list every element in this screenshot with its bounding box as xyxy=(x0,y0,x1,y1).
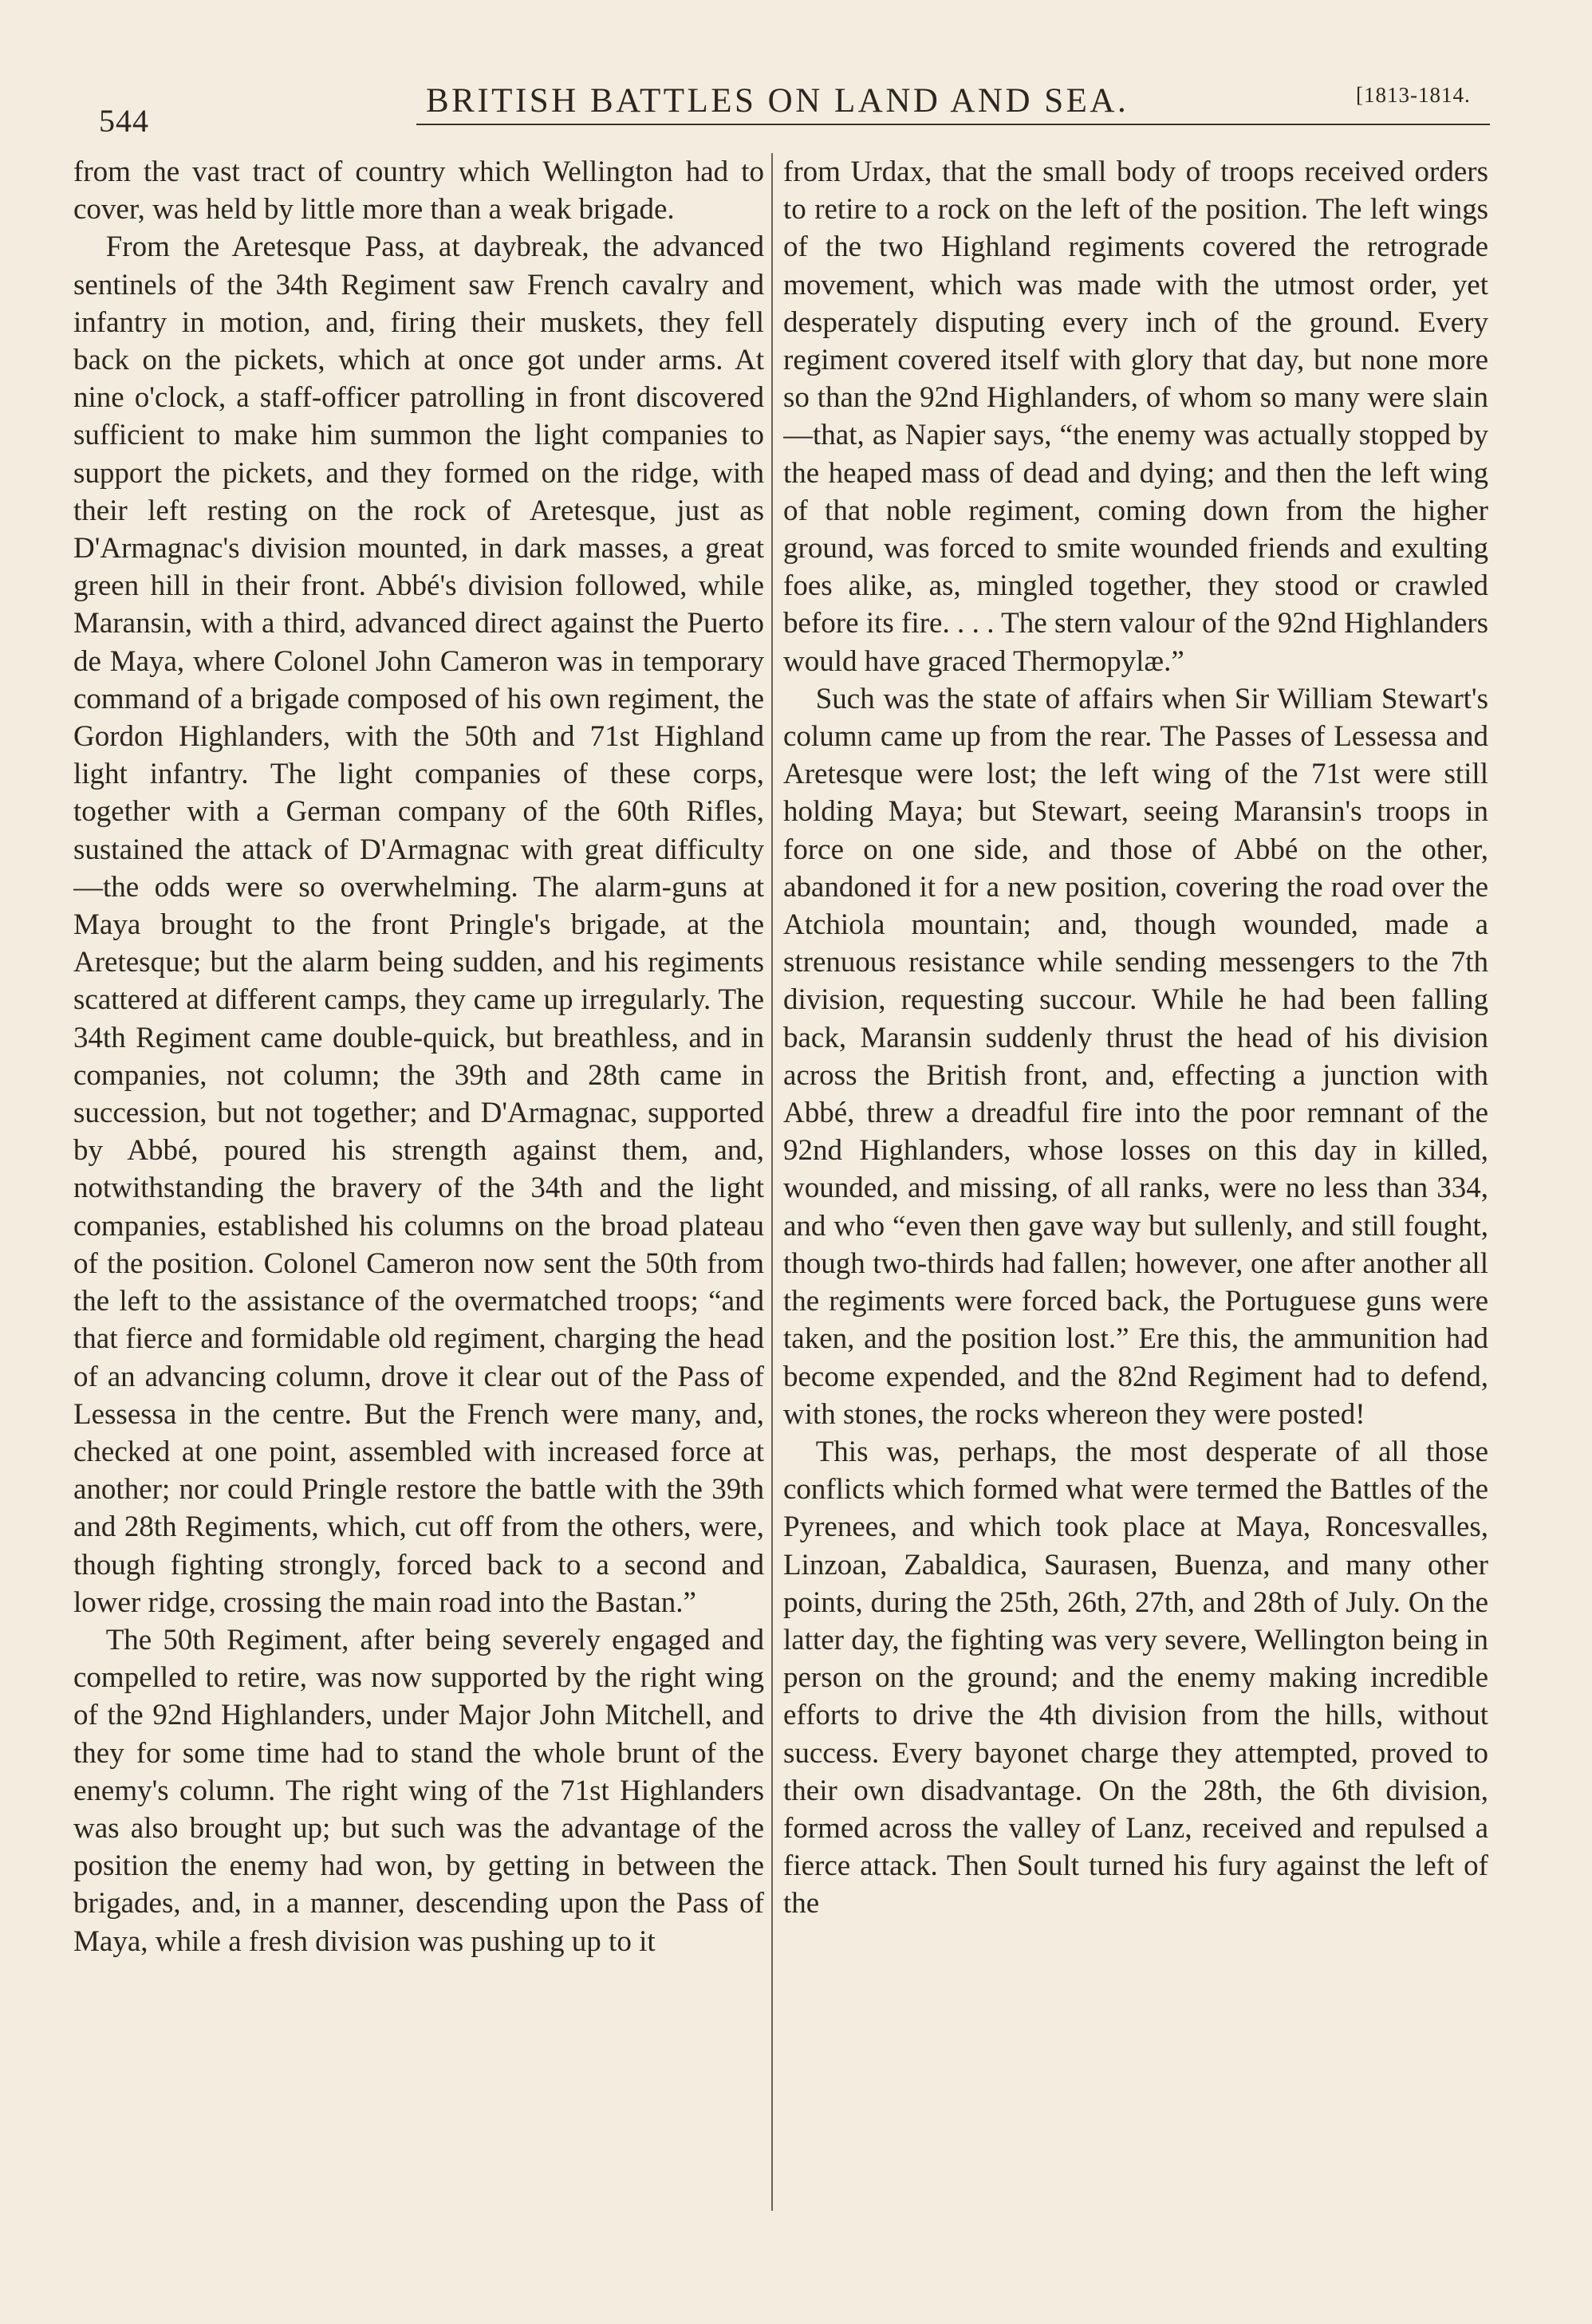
paragraph: Such was the state of affairs when Sir William Stewart's column came up from the rear. The Passes of Lessessa and Aretesque were lost; the left wing of the 71st were still holding Maya; but Stewart, seeing Maransin's troops in force on one side, and those of Abbé on the other, abandoned it for a new position, covering the road over the Atchiola mountain; and, though wounded, made a strenuous resistance while sending messengers to the 7th division, requesting succour. While he had been falling back, Maransin suddenly thrust the head of his division across the British front, and, effecting a junction with Abbé, threw a dreadful fire into the poor remnant of the 92nd Highlanders, whose losses on this day in killed, wounded, and missing, of all ranks, were no less than 334, and who “even then gave way but sullenly, and still fought, though two-thirds had fallen; however, one after another all the regiments were forced back, the Portuguese guns were taken, and the position lost.” Ere this, the ammunition had become expended, and the 82nd Regiment had to defend, with stones, the rocks whereon they were posted! xyxy=(783,682,1488,1431)
column-divider xyxy=(771,153,773,2211)
left-column xyxy=(73,153,764,2211)
page-number: 544 xyxy=(99,103,149,139)
running-title: BRITISH BATTLES ON LAND AND SEA. xyxy=(426,82,1129,120)
paragraph: From the Aretesque Pass, at daybreak, the advanced sentinels of the 34th Regiment saw French cavalry and infantry in motion, and, firing their muskets, they fell back on the pickets, which at once got under arms. At nine o'clock, a staff-officer patrolling in front discovered sufficient to make him summon the light companies to support the pickets, and they formed on the ridge, with their left resting on the rock of Aretesque, just as D'Armagnac's division mounted, in dark masses, a great green hill in their front. Abbé's division followed, while Maransin, with a third, advanced direct against the Puerto de Maya, where Colonel John Cameron was in temporary command of a brigade composed of his own regiment, the Gordon Highlanders, with the 50th and 71st Highland light infantry. The light companies of these corps, together with a German company of the 60th Rifles, sustained the attack of D'Armagnac with great difficulty—the odds were so overwhelming. The alarm-guns at Maya brought to the front Pringle's brigade, at the Aretesque; but the alarm being sudden, and his regiments scattered at different camps, they came up irregularly. The 34th Regiment came double-quick, but breathless, and in companies, not column; the 39th and 28th came in succession, but not together; and D'Armagnac, supported by Abbé, poured his strength against them, and, notwithstanding the bravery of the 34th and the light companies, established his columns on the broad plateau of the position. Colonel Cameron now sent the 50th from the left to the assistance of the overmatched troops; “and that fierce and formidable old regiment, charging the head of an advancing column, drove it clear out of the Pass of Lessessa in the centre. But the French were many, and, checked at one point, assembled with increased force at another; nor could Pringle restore the battle with the 39th and 28th Regiments, which, cut off from the others, were, though fighting strongly, forced back to a second and lower ridge, crossing the main road into the Bastan.” xyxy=(73,230,764,1619)
date-range: [1813-1814. xyxy=(1356,83,1471,107)
paragraph: from the vast tract of country which Wellington had to cover, was held by little more than a weak brigade. xyxy=(73,156,764,226)
paragraph: from Urdax, that the small body of troops received orders to retire to a rock on the left of the position. The left wings of the two Highland regiments covered the retrograde movement, which was made with the utmost order, yet desperately disputing every inch of the ground. Every regiment covered itself with glory that day, but none more so than the 92nd Highlanders, of whom so many were slain—that, as Napier says, “the enemy was actually stopped by the heaped mass of dead and dying; and then the left wing of that noble regiment, coming down from the higher ground, was forced to smite wounded friends and exulting foes alike, as, mingled together, they stood or crawled before its fire. . . . The stern valour of the 92nd Highlanders would have graced Thermopylæ.” xyxy=(783,156,1488,678)
right-column xyxy=(783,153,1488,2211)
header-rule xyxy=(416,124,1490,125)
paragraph: This was, perhaps, the most desperate of all those conflicts which formed what were termed the Battles of the Pyrenees, and which took place at Maya, Roncesvalles, Linzoan, Zabaldica, Saurasen, Buenza, and many other points, during the 25th, 26th, 27th, and 28th of July. On the latter day, the fighting was very severe, Wellington being in person on the ground; and the enemy making incredible efforts to drive the 4th division from the hills, without success. Every bayonet charge they attempted, proved to their own disadvantage. On the 28th, the 6th division, formed across the valley of Lanz, received and repulsed a fierce attack. Then Soult turned his fury against the left of the xyxy=(783,1435,1488,1920)
paragraph: The 50th Regiment, after being severely engaged and compelled to retire, was now supported by the right wing of the 92nd Highlanders, under Major John Mitchell, and they for some time had to stand the whole brunt of the enemy's column. The right wing of the 71st Highlanders was also brought up; but such was the advantage of the position the enemy had won, by getting in between the brigades, and, in a manner, descending upon the Pass of Maya, while a fresh division was pushing up to it xyxy=(73,1623,764,1958)
